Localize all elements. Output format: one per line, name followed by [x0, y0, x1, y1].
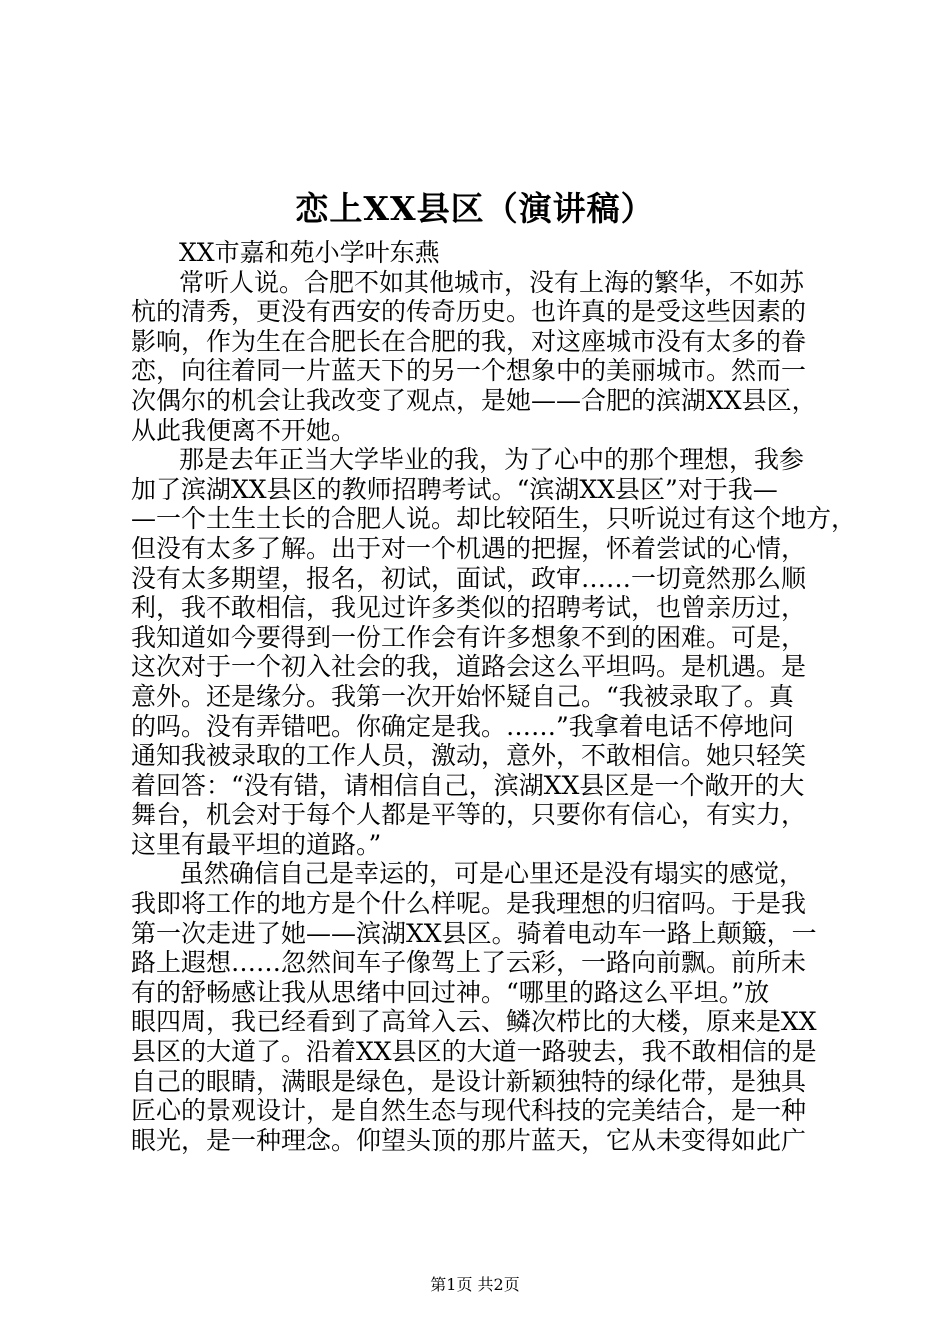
paragraph-line: 县区的大道了。沿着XX县区的大道一路驶去，我不敢相信的是	[131, 1037, 817, 1067]
paragraph-line: 我知道如今要得到一份工作会有许多想象不到的困难。可是，	[131, 622, 807, 652]
paragraph-line: 常听人说。合肥不如其他城市，没有上海的繁华，不如苏	[179, 267, 805, 297]
paragraph-line: 眼光，是一种理念。仰望头顶的那片蓝天，它从未变得如此广	[131, 1125, 807, 1155]
paragraph-line: 舞台，机会对于每个人都是平等的，只要你有信心，有实力，	[131, 800, 807, 830]
paragraph-line: 有的舒畅感让我从思绪中回过神。“哪里的路这么平坦。”放	[131, 977, 770, 1007]
paragraph-line: 虽然确信自己是幸运的，可是心里还是没有塌实的感觉，	[179, 859, 805, 889]
paragraph-line: 第一次走进了她——滨湖XX县区。骑着电动车一路上颠簸，一	[131, 918, 817, 948]
paragraph-line: 从此我便离不开她。	[131, 415, 357, 445]
paragraph-line: 这里有最平坦的道路。”	[131, 829, 382, 859]
document-body	[131, 238, 857, 1155]
paragraph-line: 路上遐想……忽然间车子像驾上了云彩，一路向前飘。前所未	[131, 948, 807, 978]
paragraph-line: 加了滨湖XX县区的教师招聘考试。“滨湖XX县区”对于我—	[131, 474, 778, 504]
paragraph-line: 次偶尔的机会让我改变了观点，是她——合肥的滨湖XX县区，	[131, 385, 817, 415]
paragraph-line: 匠心的景观设计，是自然生态与现代科技的完美结合，是一种	[131, 1096, 807, 1126]
document-title: 恋上XX县区（演讲稿）	[295, 189, 655, 228]
paragraph-line: 影响，作为生在合肥长在合肥的我，对这座城市没有太多的眷	[131, 326, 807, 356]
author-line: XX市嘉和苑小学叶东燕	[179, 238, 440, 267]
paragraph-line: 意外。还是缘分。我第一次开始怀疑自己。“我被录取了。真	[131, 681, 794, 711]
paragraph-line: 恋，向往着同一片蓝天下的另一个想象中的美丽城市。然而一	[131, 356, 807, 386]
paragraph-line: —一个土生土长的合肥人说。却比较陌生，只听说过有这个地方，	[131, 504, 857, 534]
paragraph-line: 那是去年正当大学毕业的我，为了心中的那个理想，我参	[179, 445, 805, 475]
paragraph-line: 我即将工作的地方是个什么样呢。是我理想的归宿吗。于是我	[131, 889, 807, 919]
page-number-footer: 第1页 共2页	[430, 1275, 520, 1294]
paragraph-line: 的吗。没有弄错吧。你确定是我。……”我拿着电话不停地问	[131, 711, 794, 741]
paragraph-line: 利，我不敢相信，我见过许多类似的招聘考试，也曾亲历过，	[131, 593, 807, 623]
paragraph-line: 着回答：“没有错，请相信自己，滨湖XX县区是一个敞开的大	[131, 770, 805, 800]
paragraph-line: 眼四周，我已经看到了高耸入云、鳞次栉比的大楼，原来是XX	[131, 1007, 817, 1037]
paragraph-line: 自己的眼睛，满眼是绿色，是设计新颖独特的绿化带，是独具	[131, 1066, 807, 1096]
paragraph-line: 通知我被录取的工作人员，激动，意外，不敢相信。她只轻笑	[131, 741, 807, 771]
paragraph-line: 杭的清秀，更没有西安的传奇历史。也许真的是受这些因素的	[131, 297, 807, 327]
paragraph-line: 但没有太多了解。出于对一个机遇的把握，怀着尝试的心情，	[131, 533, 807, 563]
paragraph-line: 没有太多期望，报名，初试，面试，政审……一切竟然那么顺	[131, 563, 807, 593]
paragraph-line: 这次对于一个初入社会的我，道路会这么平坦吗。是机遇。是	[131, 652, 807, 682]
